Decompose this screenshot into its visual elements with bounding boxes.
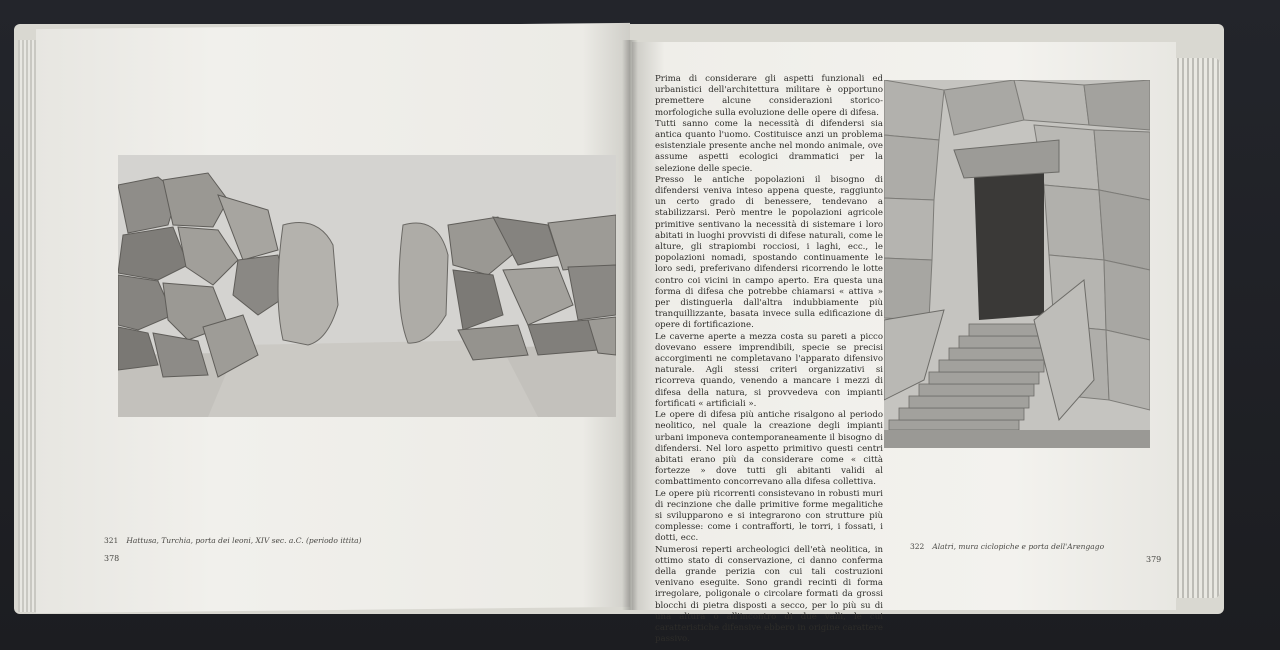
paragraph: Le opere più ricorrenti consistevano in robusti muri di recinzione che dalle primitive forme megalitiche si svilupparono e si integrarono con strutture più complesse: come i contrafforti, le torri, i fossati, i dotti, ecc.	[655, 488, 883, 544]
page-edges-left	[18, 40, 38, 612]
paragraph: Prima di considerare gli aspetti funzionali ed urbanistici dell'architettura militare è opportuno premettere alcune considerazioni storico-morfologiche sulla evoluzione delle opere di difesa.	[655, 74, 883, 118]
paragraph: Le opere di difesa più antiche risalgono al periodo neolitico, nel quale la creazione degli impianti urbani imponeva contemporaneamente il bisogno di difendersi. Nel loro aspetto primitivo questi centri abitati erano più da considerare come « città fortezze » dove tutti gli abitanti validi al combattimento concorrevano alla difesa collettiva.	[655, 410, 883, 488]
paragraph: Tutti sanno come la necessità di difendersi sia antica quanto l'uomo. Costituisce anzi un problema esistenziale presente anche nel mondo animale, ove assume aspetti ecologici drammatici per la selezione delle specie.	[655, 118, 883, 174]
left-photo	[118, 155, 616, 417]
right-caption-text: Alatri, mura ciclopiche e porta dell'Arengago	[932, 542, 1105, 551]
book-gutter	[622, 40, 638, 610]
left-caption-number: 321	[104, 536, 119, 545]
paragraph: Numerosi reperti archeologici dell'età neolitica, in ottimo stato di conservazione, ci danno conferma della grande perizia con cui tali costruzioni venivano eseguite. Sono grandi recinti di forma irregolare, poligonale o circolare formati da grossi blocchi di pietra disposti a secco, per lo più su di una altura o all'incontro di due valli, le cui caratteristiche difensive ebbero in origine carattere passivo.	[655, 544, 883, 645]
alatri-walls-image	[884, 80, 1150, 448]
hattusa-gate-image	[118, 155, 616, 417]
right-photo	[884, 80, 1150, 448]
paragraph: Le caverne aperte a mezza costa su pareti a picco dovevano essere imprendibili, specie se precisi accorgimenti ne completavano l'apparato difensivo naturale. Agli stessi criteri organizzativi si ricorreva quando, venendo a mancare i mezzi di difesa della natura, si provvedeva con impianti fortificati « artificiali ».	[655, 331, 883, 409]
paragraph: Presso le antiche popolazioni il bisogno di difendersi veniva inteso appena queste, raggiunto un certo grado di benessere, tendevano a stabilizzarsi. Però mentre le popolazioni agricole primitive sentivano la necessità di sistemare i loro abitati in luoghi provvisti di difese naturali, come le alture, gli strapiombi rocciosi, i laghi, ecc., le popolazioni nomadi, spostando continuamente le loro sedi, preferivano difendersi ricorrendo le lotte contro coi vicini in campo aperto. Era questa una forma di difesa che potrebbe chiamarsi « attiva » per distinguerla dall'altra indubbiamente più tranquillizzante, basata invece sulla edificazione di opere di fortificazione.	[655, 174, 883, 331]
left-folio: 378	[104, 554, 120, 563]
page-edges-right	[1172, 58, 1220, 598]
body-text	[655, 74, 883, 645]
left-caption-text: Hattusa, Turchia, porta dei leoni, XIV sec. a.C. (periodo ittita)	[126, 536, 362, 545]
right-caption	[910, 542, 1104, 551]
right-folio: 379	[1146, 555, 1162, 564]
right-caption-number: 322	[910, 542, 925, 551]
left-caption	[104, 536, 362, 545]
